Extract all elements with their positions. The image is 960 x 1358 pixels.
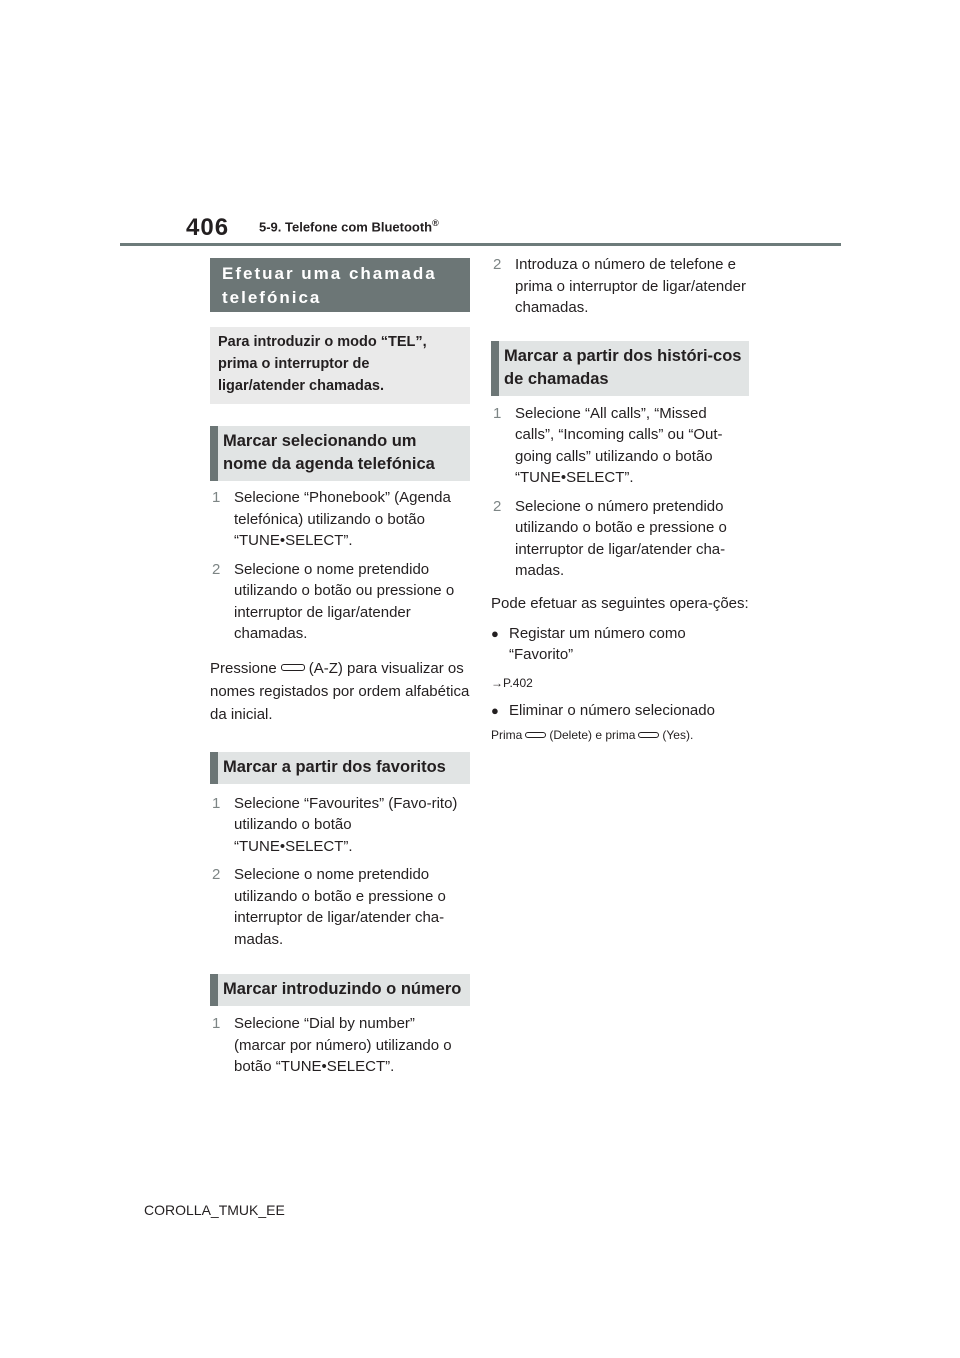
step-number: 2 (212, 866, 221, 883)
step-text: Selecione o número pretendido utilizando o botão e pressione o interruptor de ligar/atender cha-madas. (515, 497, 727, 579)
history-heading: Marcar a partir dos históri-cos de chamadas (491, 341, 749, 396)
ops-intro: Pode efetuar as seguintes opera-ções: (491, 594, 749, 612)
number-steps (210, 1013, 470, 1078)
delete-text-middle: (Delete) e prima (549, 728, 636, 742)
note-text-end: (A-Z) para visualizar os nomes registados por ordem alfabética da inicial. (210, 659, 470, 723)
step-text: Selecione “All calls”, “Missed calls”, “Incoming calls” ou “Out-going calls” utilizando o botão “TUNE•SELECT”. (515, 404, 723, 486)
step-number: 1 (212, 794, 221, 812)
number-step-2 (491, 254, 749, 319)
favourites-step-1 (210, 793, 470, 858)
bullet-icon: ● (491, 625, 499, 641)
header-rule (120, 243, 841, 246)
op-text: Eliminar o número selecionado (509, 701, 715, 719)
delete-button-icon (525, 732, 546, 738)
section-title-text: 5-9. Telefone com Bluetooth (259, 219, 433, 235)
phonebook-step-2 (210, 559, 470, 645)
step-text: Selecione o nome pretendido utilizando o botão ou pressione o interruptor de ligar/atender chamadas. (234, 560, 455, 642)
left-column (210, 258, 470, 1078)
history-steps (491, 403, 749, 582)
number-heading: Marcar introduzindo o número (210, 974, 470, 1006)
yes-button-icon (638, 732, 659, 738)
step-number: 1 (212, 489, 221, 506)
page-number: 406 (186, 214, 230, 241)
step-number: 2 (493, 497, 502, 515)
history-step-1 (491, 403, 749, 489)
note-text-start: Pressione (210, 659, 277, 677)
favourites-step-2 (210, 864, 470, 950)
delete-text-prima: Prima (491, 728, 523, 742)
history-step-2 (491, 496, 749, 582)
phonebook-step-1 (210, 487, 470, 552)
step-text: Selecione o nome pretendido utilizando o botão e pressione o interruptor de ligar/atender cha-madas. (234, 866, 446, 948)
favourites-heading: Marcar a partir dos favoritos (210, 752, 470, 784)
delete-text-end: (Yes). (662, 728, 694, 742)
step-number: 2 (212, 560, 221, 578)
step-text: Introduza o número de telefone e prima o interruptor de ligar/atender chamadas. (515, 256, 746, 316)
op-delete (491, 700, 749, 722)
phonebook-steps (210, 487, 470, 645)
number-step-1 (210, 1013, 470, 1078)
step-text: Selecione “Dial by number” (marcar por número) utilizando o botão “TUNE•SELECT”. (234, 1015, 452, 1075)
main-heading: Efetuar uma chamada telefónica (210, 258, 470, 312)
phonebook-heading: Marcar selecionando um nome da agenda telefónica (210, 426, 470, 481)
step-text: Selecione “Favourites” (Favo-rito) utilizando o botão “TUNE•SELECT”. (234, 794, 458, 855)
phonebook-note (210, 657, 470, 726)
page-reference-link[interactable]: →P.402 (491, 675, 533, 690)
step-number: 1 (493, 404, 502, 422)
footer-code: COROLLA_TMUK_EE (144, 1202, 285, 1218)
op-text: Registar um número como “Favorito” (509, 624, 686, 663)
step-number: 2 (493, 256, 502, 273)
op-favourite (491, 623, 749, 666)
delete-instructions (491, 727, 749, 743)
intro-box: Para introduzir o modo “TEL”, prima o interruptor de ligar/atender chamadas. (210, 327, 470, 404)
bullet-icon: ● (491, 702, 499, 718)
button-icon (281, 664, 305, 671)
favourites-steps (210, 793, 470, 951)
right-column (491, 254, 749, 743)
section-title (259, 218, 439, 234)
step-number: 1 (212, 1015, 221, 1032)
registered-mark: ® (432, 218, 439, 228)
step-text: Selecione “Phonebook” (Agenda telefónica) utilizando o botão “TUNE•SELECT”. (234, 489, 451, 549)
